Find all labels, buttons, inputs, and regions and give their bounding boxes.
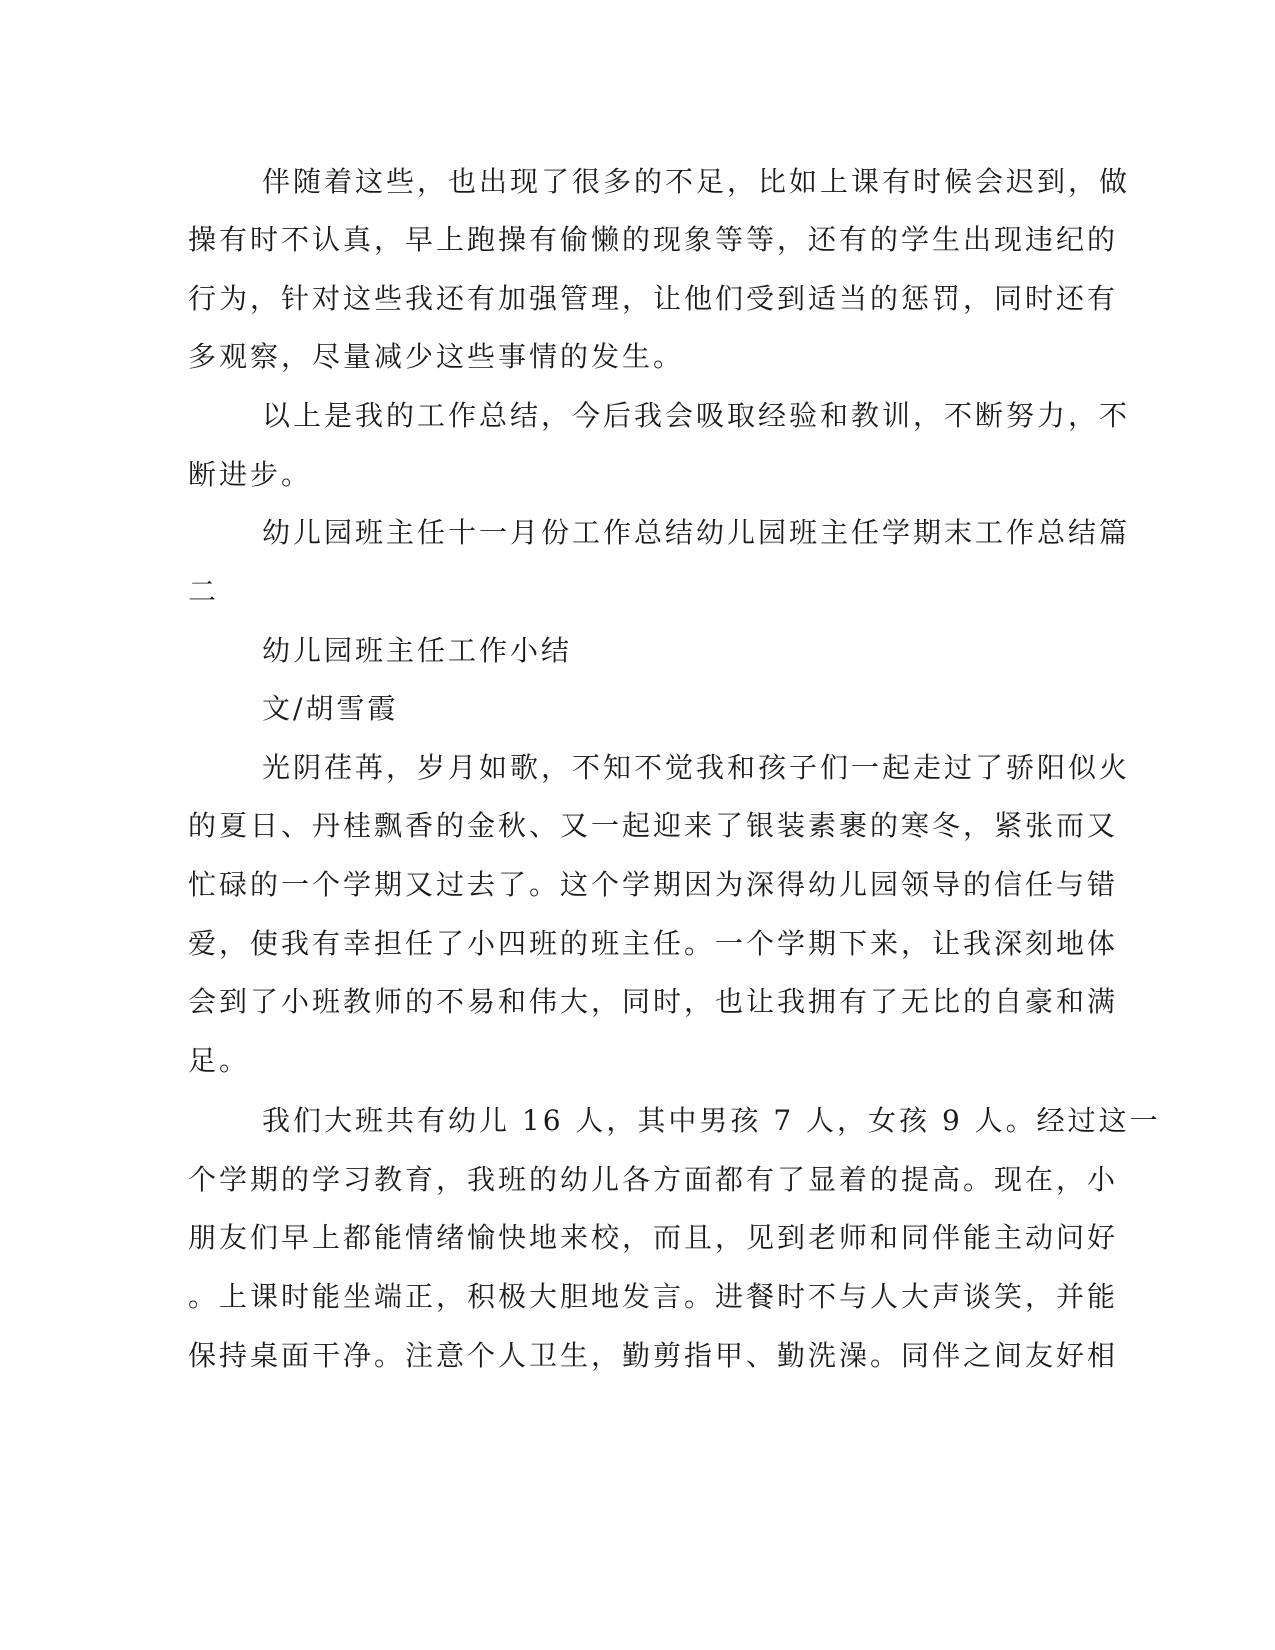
text-line: 的夏日、丹桂飘香的金秋、又一起迎来了银装素裹的寒冬，紧张而又 — [188, 809, 1119, 842]
text-line: 会到了小班教师的不易和伟大，同时，也让我拥有了无比的自豪和满 — [188, 985, 1119, 1018]
text-line: 我们大班共有幼儿 16 人，其中男孩 7 人，女孩 9 人。经过这一 — [262, 1104, 1161, 1137]
author-line: 文/胡雪霞 — [262, 692, 399, 725]
text-line: 朋友们早上都能情绪愉快地来校，而且，见到老师和同伴能主动问好 — [188, 1221, 1119, 1254]
text-line: 伴随着这些，也出现了很多的不足，比如上课有时候会迟到，做 — [262, 165, 1131, 198]
text-line: 保持桌面干净。注意个人卫生，勤剪指甲、勤洗澡。同伴之间友好相 — [188, 1339, 1119, 1372]
text-line: 多观察，尽量减少这些事情的发生。 — [188, 340, 685, 373]
text-line: 忙碌的一个学期又过去了。这个学期因为深得幼儿园领导的信任与错 — [188, 868, 1119, 901]
text-line: 个学期的学习教育，我班的幼儿各方面都有了显着的提高。现在，小 — [188, 1163, 1119, 1196]
text-line: 以上是我的工作总结，今后我会吸取经验和教训，不断努力，不 — [262, 399, 1131, 432]
section-title: 幼儿园班主任工作小结 — [262, 634, 573, 667]
text-line: 断进步。 — [188, 458, 313, 491]
text-line: 二 — [188, 575, 220, 608]
text-line: 行为，针对这些我还有加强管理，让他们受到适当的惩罚，同时还有 — [188, 282, 1119, 315]
text-line: 幼儿园班主任十一月份工作总结幼儿园班主任学期末工作总结篇 — [262, 516, 1131, 549]
text-line: 操有时不认真，早上跑操有偷懒的现象等等，还有的学生出现违纪的 — [188, 223, 1119, 256]
text-line: 光阴荏苒，岁月如歌，不知不觉我和孩子们一起走过了骄阳似火 — [262, 751, 1131, 784]
text-line: 足。 — [188, 1044, 251, 1077]
text-line: 。上课时能坐端正，积极大胆地发言。进餐时不与人大声谈笑，并能 — [188, 1280, 1119, 1313]
text-line: 爱，使我有幸担任了小四班的班主任。一个学期下来，让我深刻地体 — [188, 927, 1119, 960]
